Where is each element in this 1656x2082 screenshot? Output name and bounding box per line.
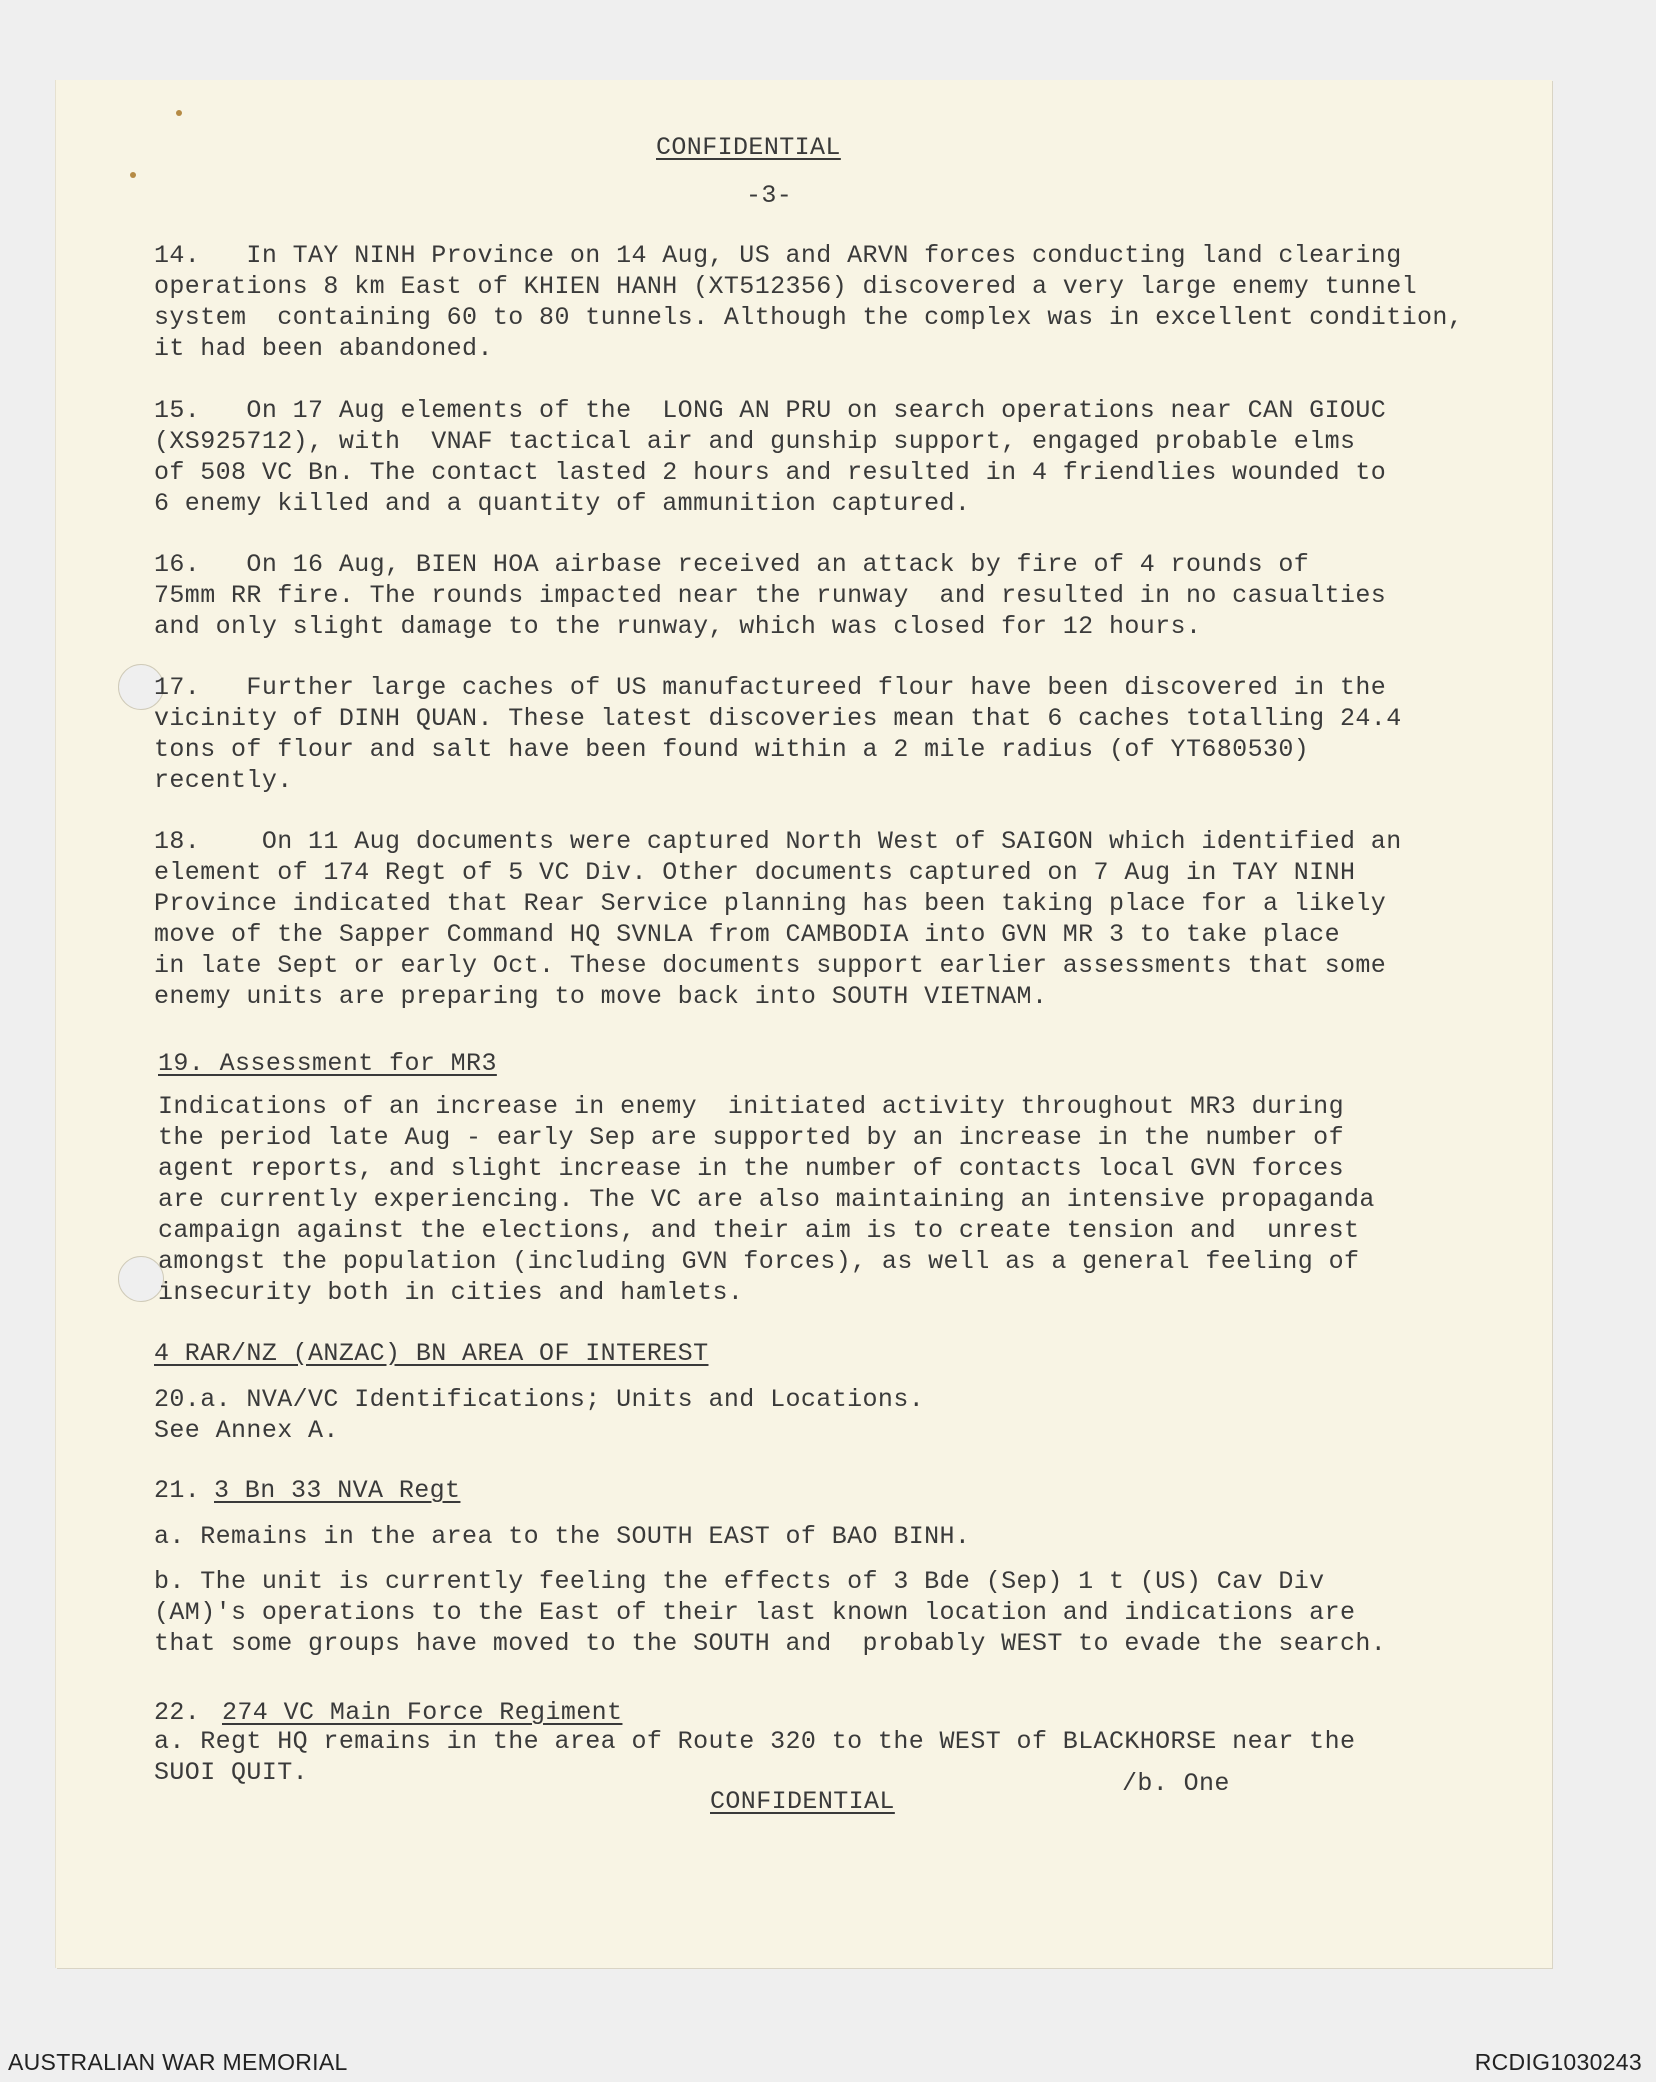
paragraph-line: 20.a. NVA/VC Identifications; Units and Locations. [154, 1385, 925, 1414]
paragraph-line: 17. Further large caches of US manufactureed flour have been discovered in the [154, 673, 1387, 702]
paragraph-line: Indications of an increase in enemy initiated activity throughout MR3 during [158, 1092, 1344, 1121]
paragraph-line: amongst the population (including GVN forces), as well as a general feeling of [158, 1247, 1360, 1276]
paragraph-line: in late Sept or early Oct. These documents support earlier assessments that some [154, 951, 1387, 980]
paragraph-line: 6 enemy killed and a quantity of ammunition captured. [154, 489, 971, 518]
footer-classification: CONFIDENTIAL [710, 1787, 895, 1816]
item-heading: 3 Bn 33 NVA Regt [214, 1476, 461, 1505]
paragraph-line: 14. In TAY NINH Province on 14 Aug, US and ARVN forces conducting land clearing [154, 241, 1402, 270]
paragraph-line: move of the Sapper Command HQ SVNLA from CAMBODIA into GVN MR 3 to take place [154, 920, 1340, 949]
paragraph-line: of 508 VC Bn. The contact lasted 2 hours and resulted in 4 friendlies wounded to [154, 458, 1387, 487]
paragraph-line: a. Remains in the area to the SOUTH EAST of BAO BINH. [154, 1522, 971, 1551]
anzac-heading: 4 RAR/NZ (ANZAC) BN AREA OF INTEREST [154, 1339, 709, 1368]
paragraph-line: 16. On 16 Aug, BIEN HOA airbase received an attack by fire of 4 rounds of [154, 550, 1310, 579]
archive-id-label: RCDIG1030243 [1474, 2049, 1642, 2075]
paper-speck [130, 172, 136, 178]
archive-source-label: AUSTRALIAN WAR MEMORIAL [8, 2049, 348, 2075]
paragraph-line: vicinity of DINH QUAN. These latest discoveries mean that 6 caches totalling 24.4 [154, 704, 1402, 733]
assessment-heading: 19. Assessment for MR3 [158, 1049, 497, 1078]
page-number: -3- [746, 181, 793, 210]
paragraph-line: element of 174 Regt of 5 VC Div. Other documents captured on 7 Aug in TAY NINH [154, 858, 1356, 887]
paragraph-line: (AM)'s operations to the East of their last known location and indications are [154, 1598, 1356, 1627]
item-number: 22. [154, 1698, 201, 1727]
paper-speck [176, 110, 182, 116]
paragraph-line: (XS925712), with VNAF tactical air and gunship support, engaged probable elms [154, 427, 1356, 456]
paragraph-line: agent reports, and slight increase in the number of contacts local GVN forces [158, 1154, 1344, 1183]
paragraph-line: b. The unit is currently feeling the effects of 3 Bde (Sep) 1 t (US) Cav Div [154, 1567, 1325, 1596]
paragraph-line: recently. [154, 766, 293, 795]
paragraph-line: and only slight damage to the runway, which was closed for 12 hours. [154, 612, 1202, 641]
paragraph-line: 15. On 17 Aug elements of the LONG AN PRU on search operations near CAN GIOUC [154, 396, 1387, 425]
paragraph-line: operations 8 km East of KHIEN HANH (XT512356) discovered a very large enemy tunnel [154, 272, 1417, 301]
paragraph-line: enemy units are preparing to move back into SOUTH VIETNAM. [154, 982, 1048, 1011]
paragraph-line: campaign against the elections, and their aim is to create tension and unrest [158, 1216, 1360, 1245]
paragraph-line: See Annex A. [154, 1416, 339, 1445]
header-classification: CONFIDENTIAL [656, 133, 841, 162]
paragraph-line: insecurity both in cities and hamlets. [158, 1278, 744, 1307]
paragraph-line: a. Regt HQ remains in the area of Route 320 to the WEST of BLACKHORSE near the [154, 1727, 1356, 1756]
paragraph-line: the period late Aug - early Sep are supported by an increase in the number of [158, 1123, 1344, 1152]
paragraph-line: are currently experiencing. The VC are also maintaining an intensive propaganda [158, 1185, 1375, 1214]
paragraph-line: system containing 60 to 80 tunnels. Although the complex was in excellent condition, [154, 303, 1464, 332]
paragraph-line: 18. On 11 Aug documents were captured North West of SAIGON which identified an [154, 827, 1402, 856]
item-number: 21. [154, 1476, 201, 1505]
paragraph-line: SUOI QUIT. [154, 1758, 309, 1787]
paragraph-line: Province indicated that Rear Service planning has been taking place for a likely [154, 889, 1387, 918]
item-heading: 274 VC Main Force Regiment [222, 1698, 623, 1727]
continuation-marker: /b. One [1122, 1769, 1230, 1798]
paragraph-line: that some groups have moved to the SOUTH and probably WEST to evade the search. [154, 1629, 1387, 1658]
paragraph-line: it had been abandoned. [154, 334, 493, 363]
paragraph-line: tons of flour and salt have been found within a 2 mile radius (of YT680530) [154, 735, 1310, 764]
paragraph-line: 75mm RR fire. The rounds impacted near the runway and resulted in no casualties [154, 581, 1387, 610]
document-page [56, 80, 1552, 1968]
